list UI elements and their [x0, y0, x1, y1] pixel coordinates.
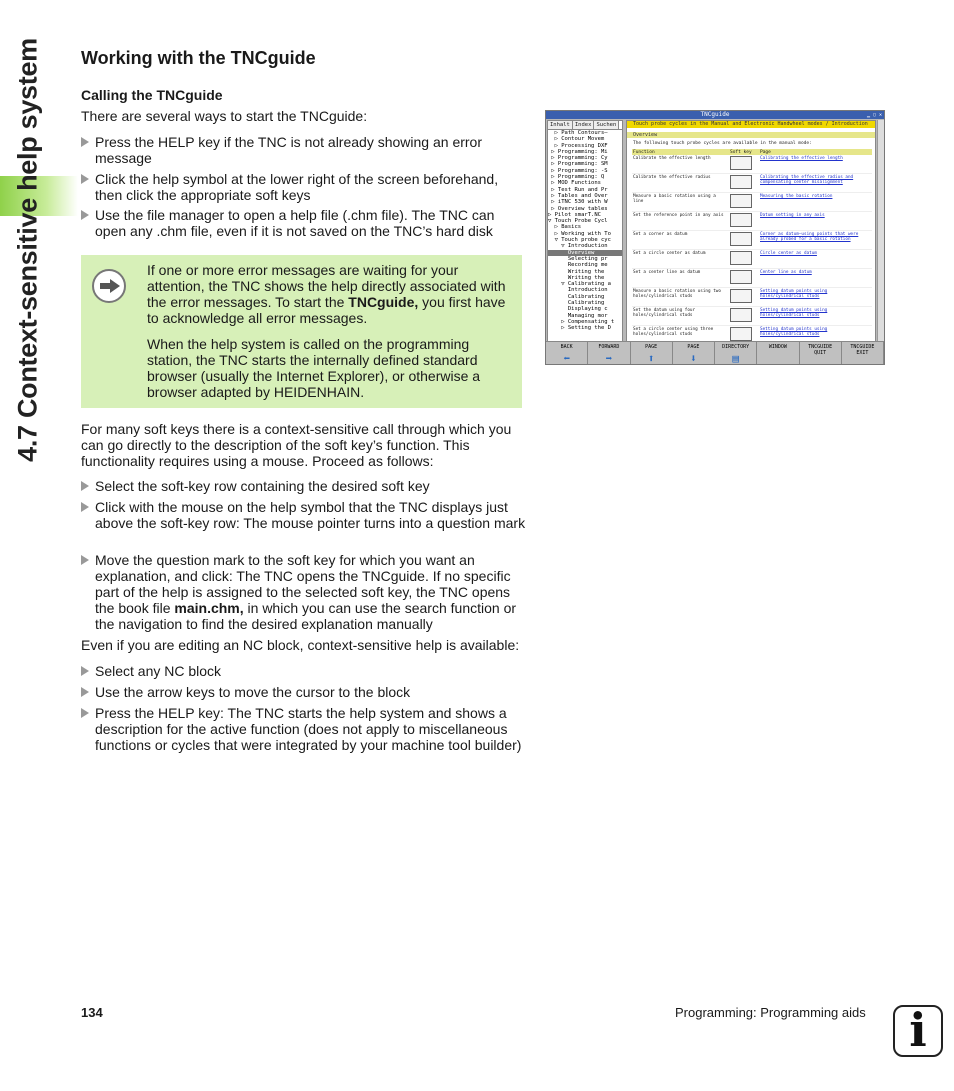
tree-item: ▷ Setting the D: [548, 325, 611, 332]
softkey-label: TNCGUIDE EXIT: [850, 344, 875, 356]
table-row: [632, 174, 872, 193]
table-row: [632, 307, 872, 326]
tree-item: ▷ Overview tables: [548, 205, 608, 212]
tree-item: Recording me: [548, 262, 608, 269]
table-row: [632, 231, 872, 250]
table-row: [632, 155, 872, 174]
bullet-arrow-icon: [81, 210, 89, 220]
tree-item: ▷ MOD Functions: [548, 180, 601, 187]
intro-paragraph: There are several ways to start the TNCguide:: [81, 108, 368, 124]
tree-item: ▷ Programming: Q: [548, 174, 605, 181]
function-cell: Set a circle center using three holes/cylindrical studs: [632, 326, 729, 343]
content-intro: The following touch probe cycles are available in the manual mode:: [633, 141, 812, 146]
page-number: 134: [81, 1005, 103, 1020]
softkey-cell: [729, 155, 759, 174]
bullet-arrow-icon: [81, 708, 89, 718]
softkey-cell: [729, 269, 759, 288]
page-link: Calibrating the effective radius and compensating center misalignment: [759, 174, 872, 193]
tree-item: ▷ Working with To: [548, 230, 611, 237]
info-icon: i: [893, 1005, 943, 1057]
page-link: Calibrating the effective length: [759, 155, 872, 174]
nc-paragraph: Even if you are editing an NC block, context-sensitive help is available:: [81, 637, 520, 653]
bullet-arrow-icon: [81, 666, 89, 676]
list-item: Press the HELP key: The TNC starts the help system and shows a description for the active function (does not apply to miscellaneous functions or cycles that were integrated by your machine tool builder): [81, 705, 526, 753]
tree-item: ▷ Programming: Mi: [548, 148, 608, 155]
tree-item: ▷ iTNC 530 with W: [548, 199, 608, 206]
softkey-cell: [729, 212, 759, 231]
softkey-row: [546, 341, 884, 365]
softkey-image-icon: [730, 327, 752, 341]
softkey-image-icon: [730, 251, 752, 265]
softkey-image-icon: [730, 175, 752, 189]
tree-item: ▽ Touch probe cyc: [548, 237, 611, 244]
tree-item: Writing the: [548, 268, 605, 275]
function-cell: Calibrate the effective radius: [632, 174, 729, 193]
list-item: Select any NC block: [81, 663, 526, 679]
tree-item: Calibrating: [548, 300, 605, 307]
softkey-label: PAGE: [687, 344, 700, 350]
tree-item: Calibrating: [548, 293, 605, 300]
tab-search: Suchen: [594, 121, 619, 129]
softkey-arrow-icon: ⬅: [563, 352, 570, 365]
table-row: [632, 269, 872, 288]
table-row: [632, 288, 872, 307]
function-cell: Set the reference point in any axis: [632, 212, 729, 231]
softkey-cell: [729, 307, 759, 326]
window-controls-icon: ▁ ▢ ✕: [866, 112, 882, 118]
softkey: [842, 342, 884, 365]
tab-index: Index: [573, 121, 595, 129]
tree-item: Selecting pr: [548, 255, 608, 262]
softkey-label: DIRECTORY: [722, 344, 750, 350]
softkey: [800, 342, 842, 365]
softkey-image-icon: [730, 308, 752, 322]
note-paragraph: When the help system is called on the programming station, the TNC starts the internally defined standard browser (usually the Internet Explorer), or otherwise a browser adapted by HEIDENHAIN.: [147, 336, 481, 400]
function-cell: Calibrate the effective length: [632, 155, 729, 174]
tree-item: ▷ Contour Movem: [548, 136, 605, 143]
tab-contents: Inhalt: [548, 121, 573, 129]
arrow-right-icon: [92, 269, 126, 303]
chapter-side-title: 4.7 Context-sensitive help system: [12, 38, 43, 462]
tree-item: Introduction: [548, 287, 608, 294]
softkey: [757, 342, 799, 365]
softkey-label: TNCGUIDE QUIT: [808, 344, 833, 356]
subsection-heading: Calling the TNCguide: [81, 87, 223, 103]
softkey-image-icon: [730, 270, 752, 284]
softkey-arrow-icon: ▤: [732, 352, 739, 365]
bullet-arrow-icon: [81, 555, 89, 565]
page-link: Datum setting in any axis: [759, 212, 872, 231]
list-item: Click the help symbol at the lower right of the screen beforehand, then click the appropriate soft keys: [81, 171, 526, 203]
softkey-cell: [729, 193, 759, 212]
tree-item: Overview: [548, 250, 622, 256]
tncguide-screenshot: [545, 110, 885, 365]
page-link: Measuring the basic rotation: [759, 193, 872, 212]
footer-chapter: Programming: Programming aids: [675, 1005, 866, 1020]
column-header: Function: [632, 149, 729, 155]
bullet-arrow-icon: [81, 481, 89, 491]
note-box: [81, 255, 522, 408]
softkey-arrow-icon: ➡: [605, 352, 613, 365]
tree-item: ▷ Tables and Over: [548, 192, 608, 199]
tree-item: ▷ Path Contours—: [548, 130, 608, 136]
softkey-arrow-icon: ⬆: [647, 352, 655, 365]
list-item: Click with the mouse on the help symbol that the TNC displays just above the soft-key row: The mouse pointer turns into a question mark: [81, 499, 526, 531]
page-link: Setting datum points using holes/cylindrical studs: [759, 288, 872, 307]
softkey-cell: [729, 231, 759, 250]
column-header: Soft key: [729, 149, 759, 155]
page-link: Setting datum points using holes/cylindrical studs: [759, 307, 872, 326]
note-paragraph: If one or more error messages are waiting for your attention, the TNC shows the help directly associated with the error messages. To start the TNCguide, you first have to acknowledge all error messages.: [147, 262, 506, 326]
softkey-cell: [729, 174, 759, 193]
tree-item: ▽ Introduction: [548, 243, 608, 250]
softkey-label: BACK: [560, 344, 573, 350]
function-cell: Set a circle center as datum: [632, 250, 729, 269]
page-link: Corner as datum—using points that were already probed for a basic rotation: [759, 231, 872, 250]
tree-item: ▷ Programming: SM: [548, 161, 608, 168]
softkey: [715, 342, 757, 365]
contents-tree: [548, 130, 622, 332]
tree-item: ▷ Programming: Cy: [548, 155, 608, 162]
list-item: Move the question mark to the soft key for which you want an explanation, and click: The TNC opens the TNCguide. If no specific part of the help is assigned to the selected soft key, the TNC opens the book file main.chm, in which you can use the search function or the navigation to find the desired explanation manually: [81, 552, 526, 632]
page-link: Circle center as datum: [759, 250, 872, 269]
softkey-paragraph: For many soft keys there is a context-sensitive call through which you can go directly to the description of the soft key’s function. This functionality requires using a mouse. Proceed as follows:: [81, 421, 512, 469]
softkey: [631, 342, 673, 365]
softkey-image-icon: [730, 156, 752, 170]
softkey-label: FORWARD: [598, 344, 620, 350]
page-link: Center line as datum: [759, 269, 872, 288]
section-heading: Working with the TNCguide: [81, 48, 316, 68]
function-table: [632, 149, 872, 342]
tree-item: ▽ Touch Probe Cycl: [548, 218, 608, 225]
softkey-image-icon: [730, 213, 752, 227]
section-title: Overview: [627, 132, 875, 138]
softkey-cell: [729, 288, 759, 307]
bullet-arrow-icon: [81, 502, 89, 512]
list-item: Press the HELP key if the TNC is not already showing an error message: [81, 134, 526, 166]
softkey-cell: [729, 326, 759, 343]
function-cell: Set a corner as datum: [632, 231, 729, 250]
table-row: [632, 212, 872, 231]
tree-item: ▷ Processing DXF: [548, 142, 608, 149]
function-cell: Set the datum using four holes/cylindrical studs: [632, 307, 729, 326]
table-row: [632, 193, 872, 212]
list-item: Use the file manager to open a help file (.chm file). The TNC can open any .chm file, even if it is not saved on the TNC’s hard disk: [81, 207, 526, 239]
tree-item: ▷ Compensating t: [548, 318, 615, 325]
bullet-arrow-icon: [81, 174, 89, 184]
tree-item: Displaying c: [548, 306, 608, 313]
page-link: Setting datum points using holes/cylindrical studs: [759, 326, 872, 343]
softkey-image-icon: [730, 232, 752, 246]
tree-item: ▷ Basics: [548, 224, 582, 231]
table-row: [632, 250, 872, 269]
navigation-pane: [547, 120, 623, 342]
window-title: TNCguide: [546, 111, 884, 119]
bullet-arrow-icon: [81, 137, 89, 147]
tree-item: Managing mor: [548, 312, 608, 319]
softkey-cell: [729, 250, 759, 269]
tree-item: ▷ Programming: -S: [548, 167, 608, 174]
scrollbar: [877, 120, 884, 342]
softkey-image-icon: [730, 194, 752, 208]
content-pane: [626, 120, 876, 342]
softkey: [673, 342, 715, 365]
softkey-label: PAGE: [645, 344, 658, 350]
softkey: [588, 342, 630, 365]
table-row: [632, 326, 872, 343]
softkey: [546, 342, 588, 365]
function-cell: Measure a basic rotation using two holes/cylindrical studs: [632, 288, 729, 307]
breadcrumb: Touch probe cycles in the Manual and Electronic Handwheel modes / Introduction: [627, 121, 875, 128]
softkey-arrow-icon: ⬇: [690, 352, 697, 365]
column-header: Page: [759, 149, 872, 155]
function-cell: Measure a basic rotation using a line: [632, 193, 729, 212]
bullet-arrow-icon: [81, 687, 89, 697]
tree-item: Writing the: [548, 274, 605, 281]
function-cell: Set a center line as datum: [632, 269, 729, 288]
list-item: Select the soft-key row containing the desired soft key: [81, 478, 526, 494]
softkey-image-icon: [730, 289, 752, 303]
tree-item: ▽ Calibrating a: [548, 281, 611, 288]
tree-item: ▷ Test Run and Pr: [548, 186, 608, 193]
list-item: Use the arrow keys to move the cursor to the block: [81, 684, 526, 700]
tree-item: ▷ Pilot smarT.NC: [548, 211, 601, 218]
softkey-label: WINDOW: [768, 344, 787, 350]
